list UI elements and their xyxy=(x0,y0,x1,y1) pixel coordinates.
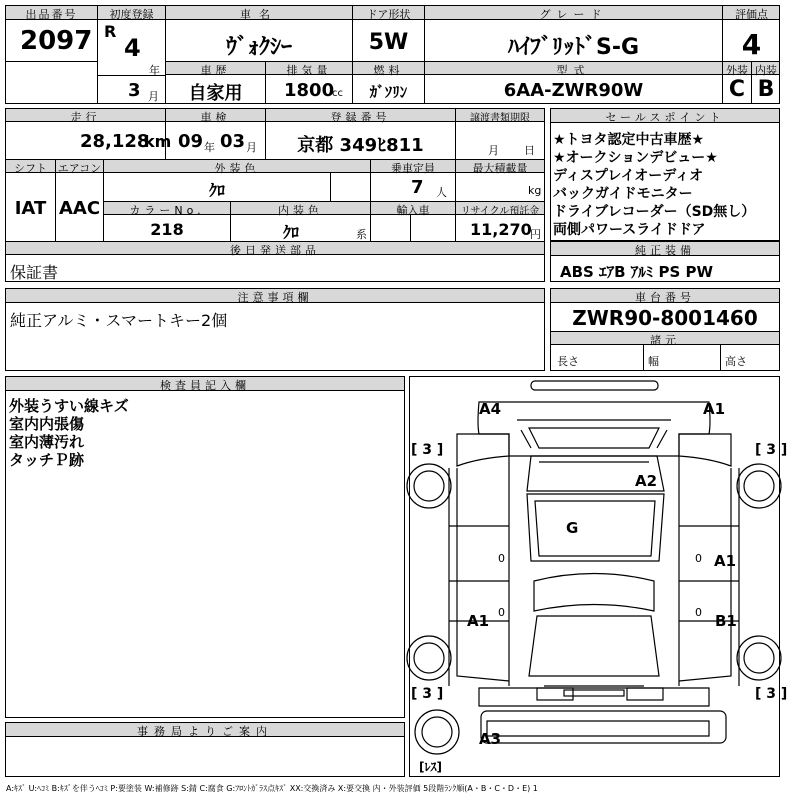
capacity-unit: 人 xyxy=(436,186,447,199)
mark-g: G xyxy=(566,519,579,537)
width-label: 幅 xyxy=(648,355,659,368)
capacity-label: 乗車定員 xyxy=(391,162,435,175)
sales-point-2: ★オークションデビュー★ xyxy=(553,150,718,166)
ext-score-label: 外装 xyxy=(726,64,748,77)
import-label: 輸入車 xyxy=(396,204,430,217)
shift: IAT xyxy=(14,198,47,219)
inspector-line-4: タッチＰ跡 xyxy=(9,451,85,469)
transfer-month-unit: 月 xyxy=(488,144,499,157)
int-color-unit: 系 xyxy=(356,228,367,241)
transfer-label: 譲渡書類期限 xyxy=(470,113,530,124)
displacement: 1800 xyxy=(284,80,335,101)
int-color: ｸﾛ xyxy=(282,223,299,242)
first-reg-label: 初度登録 xyxy=(109,8,154,21)
notes: 純正アルミ・スマートキー2個 xyxy=(10,311,228,330)
first-reg-year: 4 xyxy=(124,34,141,62)
color-no: 218 xyxy=(150,220,184,239)
displacement-unit: cc xyxy=(332,88,343,99)
fuel-label: 燃料 xyxy=(373,64,404,77)
score-label: 評価点 xyxy=(735,8,768,21)
score: 4 xyxy=(741,28,762,61)
mark-a3: A3 xyxy=(479,730,502,748)
office-label: 事務局よりご案内 xyxy=(137,725,273,738)
first-reg-era: R xyxy=(104,22,117,41)
inspector-line-2: 室内内張傷 xyxy=(9,415,85,433)
history: 自家用 xyxy=(188,83,243,104)
mileage-label: 走行 xyxy=(70,111,101,124)
model-label: 型式 xyxy=(556,64,591,77)
door-mark-right-front: 0 xyxy=(695,552,702,565)
capacity: 7 xyxy=(411,177,424,198)
mark-a1-front: A1 xyxy=(703,400,726,418)
history-label: 車歴 xyxy=(200,64,231,77)
ext-score: C xyxy=(728,77,746,102)
chassis-number: ZWR90-8001460 xyxy=(572,306,758,330)
ext-color: ｸﾛ xyxy=(208,181,225,200)
car-name-label: 車名 xyxy=(240,8,278,21)
shift-label: シフト xyxy=(14,162,47,175)
mark-a1-right: A1 xyxy=(714,552,737,570)
tire-rear-right: [ 3 ] xyxy=(755,686,788,702)
door-label: ドア形状 xyxy=(366,8,411,21)
inspection-year: 09 xyxy=(178,131,204,152)
sales-point-3: ディスプレイオーディオ xyxy=(553,168,704,184)
mileage-unit: km xyxy=(144,132,172,151)
later-parts-label: 後日発送部品 xyxy=(230,244,320,257)
height-label: 高さ xyxy=(725,355,747,368)
tire-rear-left: [ 3 ] xyxy=(411,686,444,702)
inspection-month-unit: 月 xyxy=(246,141,257,154)
ext-color-label: 外装色 xyxy=(214,162,260,175)
sales-point-4: バックガイドモニター xyxy=(553,186,693,202)
door-mark-left-rear: 0 xyxy=(498,606,505,619)
lot-label: 出品番号 xyxy=(25,8,78,21)
door-mark-right-rear: 0 xyxy=(695,606,702,619)
inspector-label: 検査員記入欄 xyxy=(160,379,250,392)
tire-front-right: [ 3 ] xyxy=(755,442,788,458)
load-label: 最大積載量 xyxy=(472,162,528,175)
first-reg-year-unit: 年 xyxy=(149,64,160,77)
sales-point-1: ★トヨタ認定中古車歴★ xyxy=(553,132,705,148)
recycle-unit: 円 xyxy=(530,228,541,241)
car-damage-diagram xyxy=(409,376,788,777)
mark-a1-left: A1 xyxy=(467,612,490,630)
notes-label: 注意事項欄 xyxy=(237,291,313,304)
sales-point-5: ドライブレコーダー（SD無し） xyxy=(553,204,756,220)
mileage: 28,128 xyxy=(80,131,150,152)
color-no-label: カラーNo. xyxy=(129,204,205,217)
legend: A:ｷｽﾞ U:ﾍｺﾐ B:ｷｽﾞを伴うﾍｺﾐ P:要塗装 W:補修跡 S:錆 C:腐食 G:ﾌﾛﾝﾄｶﾞﾗｽ点ｷｽﾞ XX:交換済み X:要交換 内・外装評価 5段階ﾗﾝｸ順(A・B・C・D・E) 1 xyxy=(6,784,538,793)
chassis-label: 車台番号 xyxy=(635,291,695,304)
later-parts: 保証書 xyxy=(10,263,59,282)
grade-label: グレード xyxy=(539,8,608,21)
dimensions-label: 諸元 xyxy=(650,334,680,347)
inspection-month: 03 xyxy=(220,131,246,152)
inspection-label: 車検 xyxy=(200,111,231,124)
int-color-label: 内装色 xyxy=(278,204,323,217)
plate-number: 京都 349ﾋ811 xyxy=(297,135,424,156)
inspector-line-1: 外装うすい線キズ xyxy=(9,397,129,415)
tire-front-left: [ 3 ] xyxy=(411,442,444,458)
mark-b1: B1 xyxy=(715,612,737,630)
lot-number: 2097 xyxy=(20,26,93,56)
aircon: AAC xyxy=(58,198,101,219)
sales-points-label: セールスポイント xyxy=(605,111,725,124)
recycle-label: リサイクル預託金 xyxy=(460,206,540,217)
equipment: ABS ｴｱB ｱﾙﾐ PS PW xyxy=(560,263,714,281)
load-unit: kg xyxy=(528,184,542,197)
door-type: 5W xyxy=(368,30,409,55)
transfer-day-unit: 日 xyxy=(524,144,535,157)
int-score: B xyxy=(757,77,775,102)
displacement-label: 排気量 xyxy=(286,64,332,77)
inspection-year-unit: 年 xyxy=(204,141,215,154)
aircon-label: エアコン xyxy=(57,162,102,175)
inspector-line-3: 室内薄汚れ xyxy=(9,433,85,451)
first-reg-month: 3 xyxy=(128,80,141,101)
mark-a2: A2 xyxy=(635,472,658,490)
equipment-label: 純正装備 xyxy=(635,244,695,257)
sales-point-6: 両側パワースライドドア xyxy=(553,222,706,238)
length-label: 長さ xyxy=(557,355,579,368)
recycle-fee: 11,270 xyxy=(470,220,532,239)
grade: ﾊｲﾌﾞﾘｯﾄﾞS-G xyxy=(507,35,640,60)
door-mark-left-front: 0 xyxy=(498,552,505,565)
model: 6AA-ZWR90W xyxy=(503,80,644,101)
plate-label: 登録番号 xyxy=(330,111,391,124)
fuel: ｶﾞｿﾘﾝ xyxy=(369,83,408,101)
first-reg-month-unit: 月 xyxy=(148,90,159,103)
car-name: ｳﾞｫｸｼｰ xyxy=(225,35,292,60)
mark-a4: A4 xyxy=(479,400,502,418)
int-score-label: 内装 xyxy=(755,64,777,77)
spare-tire: [ﾚｽ] xyxy=(419,760,442,774)
